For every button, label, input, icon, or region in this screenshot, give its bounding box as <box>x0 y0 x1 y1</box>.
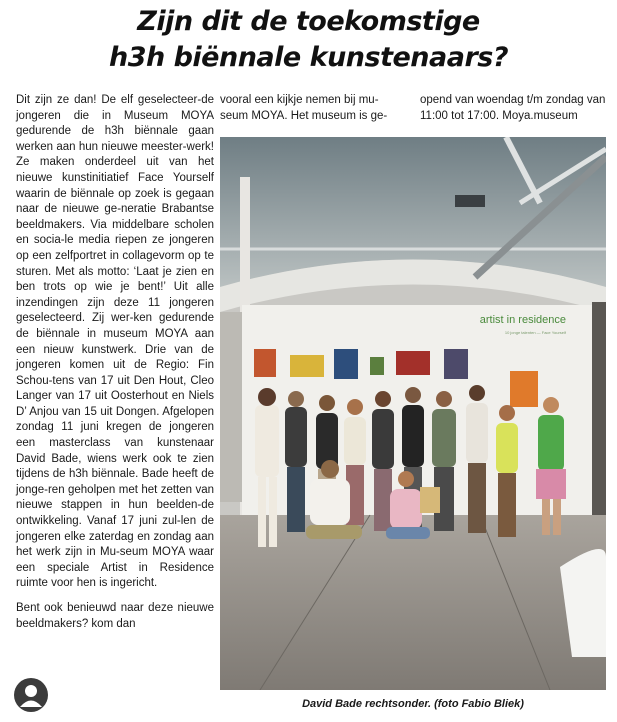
headline <box>0 4 617 76</box>
wall-sign-title: artist in residence <box>479 314 566 326</box>
article-body-text: Dit zijn ze dan! De elf geselecteer-de jongeren die in Museum MOYA gedurende de h3h biënnale gaan werken aan hun nieuwe meester-werk! Ze maken onderdeel uit van het nieuwe kunstinitiatief Face Yourself waarin de biënnale op zoek is gegaan naar de nieuwe ge-neratie Brabantse beeldmakers. Via middelbare scholen en socia-le media riepen ze jongeren op een zelfportret in collagevorm op te sturen. Met als motto: ‘Laat je zien en ben trots op wie je bent!’ Uit alle inzendingen zijn deze 11 jongeren geselecteerd. Zij wer-ken gedurende de biënnale in museum MOYA aan een nieuw kunstwerk. Drie van de jongeren komen uit de Regio: Fin Schou-tens van 17 uit Den Hout, Cleo Langer van 17 uit Oosterhout en Niels D’ Anjou van 15 uit Dongen. Afgelopen zondag 11 juni kregen de jongeren een masterclass van kunstenaar David Bade, wiens werk ook te zien tijdens de h3h biënnale. Bade heeft de jonge-ren geholpen met het zetten van nieuwe stappen in hun beelden-de ontwikkeling. Vanaf 17 juni zul-len de jongeren elke zaterdag en zondag aan het werk zijn in Mu-seum MOYA waar een speciale Artist in Residence ruimte voor hen is ingericht. <box>16 94 214 590</box>
headline-line-2: h3h biënnale kunstenaars? <box>108 42 509 73</box>
group-photo <box>220 137 606 690</box>
article-column-1 <box>16 93 214 632</box>
group-photo-illustration <box>220 137 606 690</box>
headline-line-1: Zijn dit de toekomstige <box>137 6 480 37</box>
article-column-3: opend van woendag t/m zondag van 11:00 tot 17:00. Moya.museum <box>420 94 606 122</box>
account-avatar[interactable] <box>14 678 48 712</box>
article-column-2: vooral een kijkje nemen bij mu-seum MOYA. Het museum is ge- <box>220 94 388 122</box>
photo-caption: David Bade rechtsonder. (foto Fabio Bliek) <box>302 698 524 710</box>
user-icon <box>14 678 48 712</box>
wall-sign-subtitle: 10 jonge talenten — Face Yourself <box>504 330 566 335</box>
article-closing-text: Bent ook benieuwd naar deze nieuwe beeldmakers? kom dan <box>16 602 214 630</box>
